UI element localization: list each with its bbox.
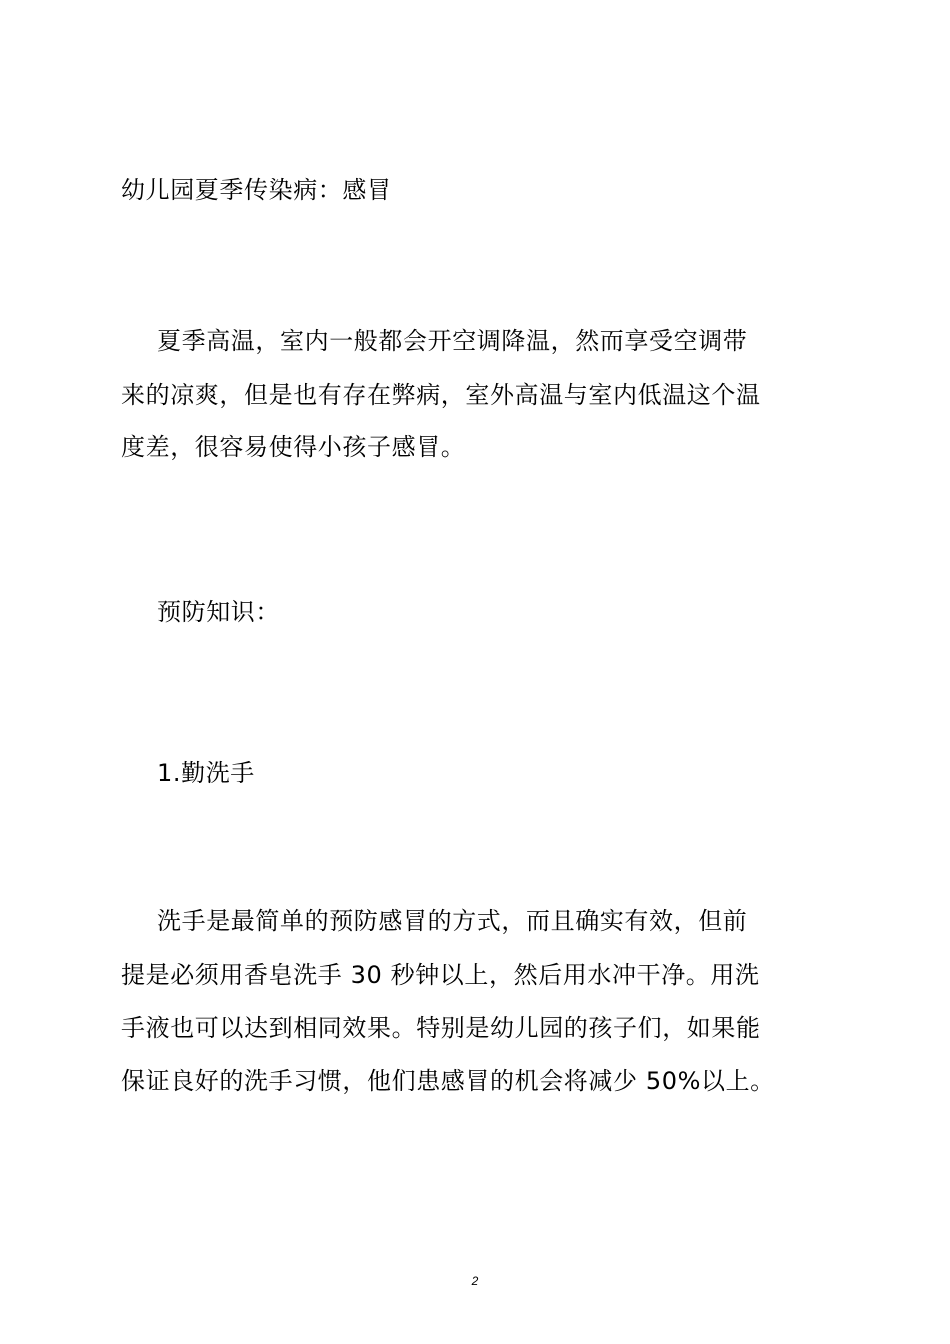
prevention-heading: 预防知识： (157, 598, 280, 626)
document-title: 幼儿园夏季传染病：感冒 (121, 176, 392, 204)
paragraph-2-line-1: 洗手是最简单的预防感冒的方式，而且确实有效，但前 (157, 907, 748, 935)
paragraph-1-line-2: 来的凉爽，但是也有存在弊病，室外高温与室内低温这个温 (121, 381, 761, 409)
paragraph-2-line-3: 手液也可以达到相同效果。特别是幼儿园的孩子们，如果能 (121, 1014, 761, 1042)
paragraph-1-line-1: 夏季高温，室内一般都会开空调降温，然而享受空调带 (157, 327, 748, 355)
page-number: 2 (471, 1274, 479, 1288)
paragraph-2-line-4: 保证良好的洗手习惯，他们患感冒的机会将减少 50%以上。 (121, 1067, 775, 1095)
item-1-heading: 1.勤洗手 (157, 759, 255, 787)
paragraph-2-line-2: 提是必须用香皂洗手 30 秒钟以上，然后用水冲干净。用洗 (121, 961, 760, 989)
paragraph-1-line-3: 度差，很容易使得小孩子感冒。 (121, 433, 466, 461)
